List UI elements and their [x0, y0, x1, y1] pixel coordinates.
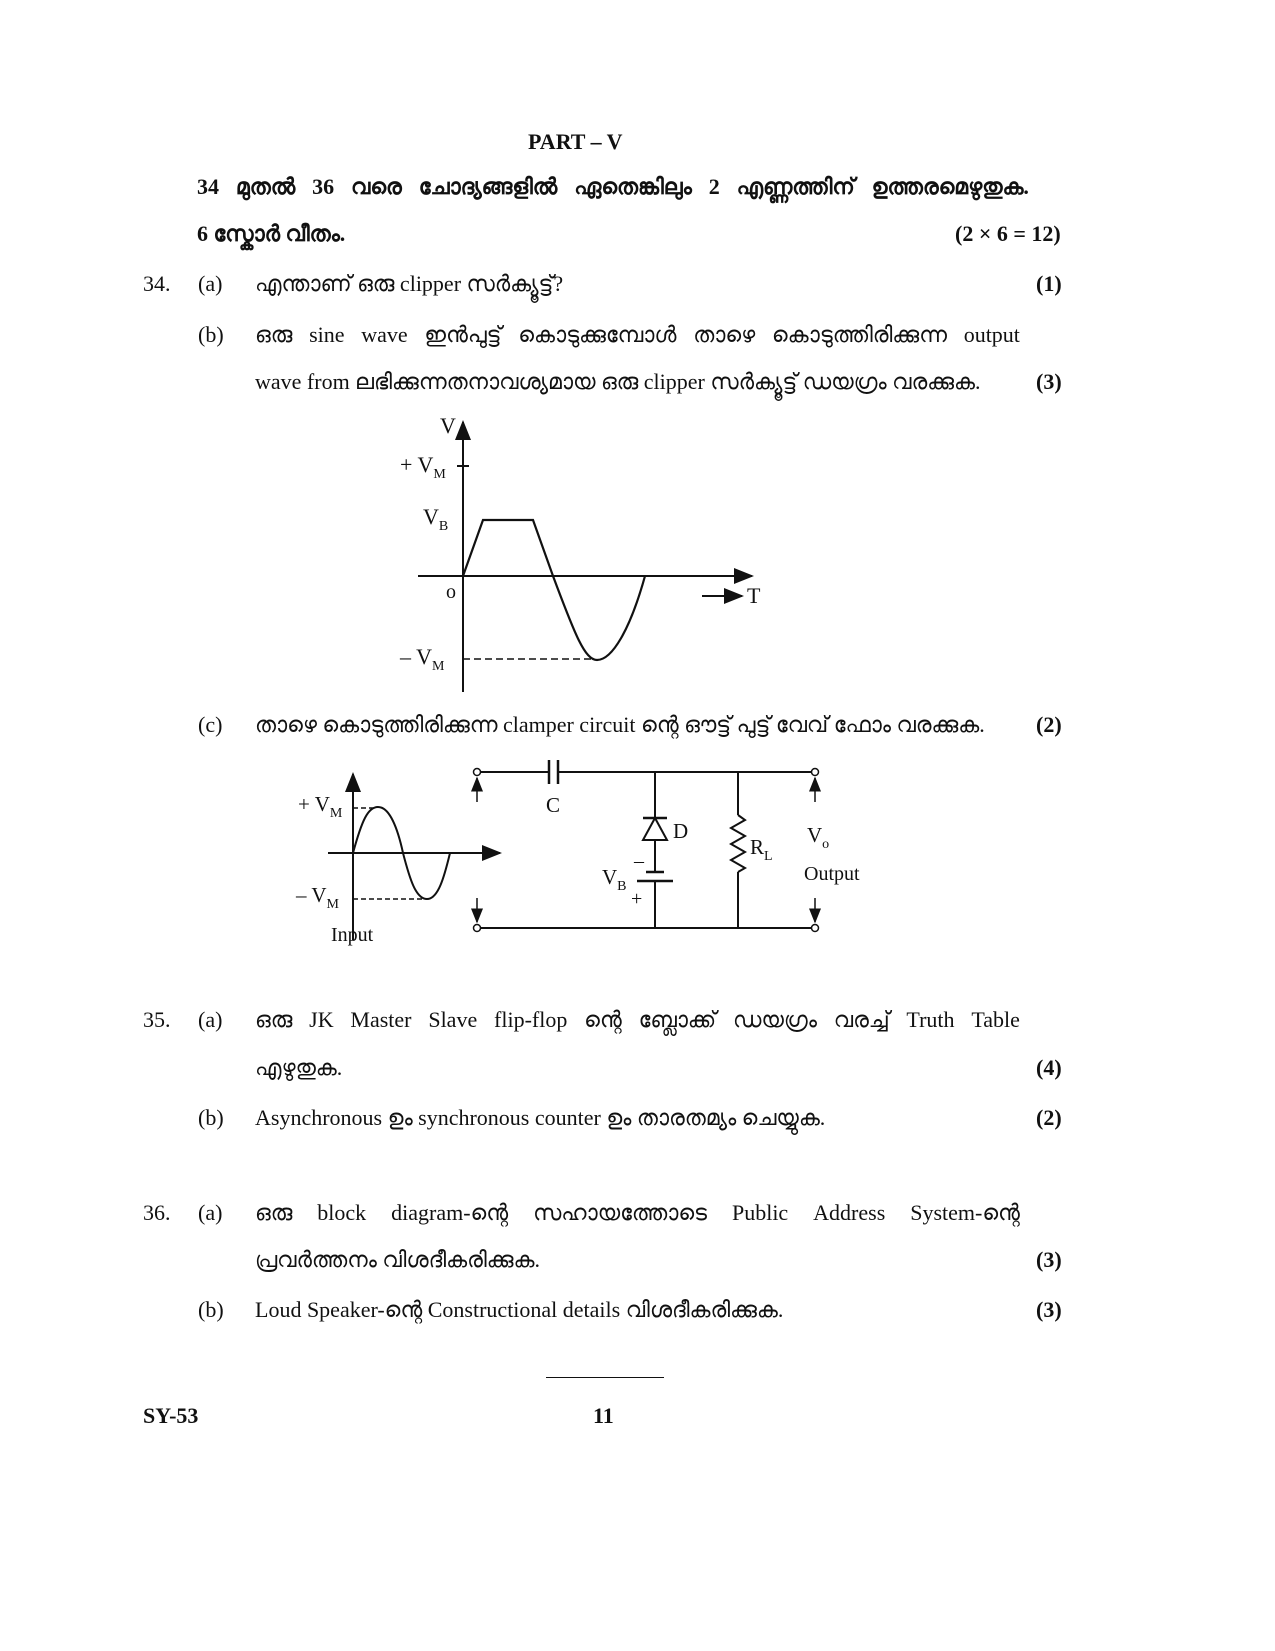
q36a-line2: പ്രവർത്തനം വിശദീകരിക്കുക.	[255, 1247, 541, 1272]
q34b-line2: wave from ലഭിക്കുന്നതനാവശ്യമായ ഒരു clipper സർക്യൂട്ട് ഡയഗ്രം വരക്കുക.	[255, 369, 981, 394]
question-number-34: 34.	[143, 271, 171, 296]
score-formula: (2 × 6 = 12)	[955, 221, 1061, 246]
q36a-line1: ഒരു block diagram-ന്റെ സഹായത്തോടെ Public Address System-ന്റെ	[255, 1200, 1020, 1225]
instruction-line: 34 മുതൽ 36 വരെ ചോദ്യങ്ങളിൽ ഏതെങ്കിലും 2 എണ്ണത്തിന് ഉത്തരമെഴുതുക.	[197, 174, 1029, 199]
clipper-output-graph	[390, 410, 780, 700]
q36a-marks: (3)	[1036, 1247, 1062, 1272]
q35a-label: (a)	[198, 1007, 223, 1032]
clipped-waveform	[463, 520, 645, 660]
resistor-zigzag	[731, 815, 745, 872]
score-note: 6 സ്കോർ വീതം.	[197, 221, 346, 246]
input-terminal-bottom	[474, 925, 481, 932]
q35b-label: (b)	[198, 1105, 224, 1130]
vout-label: $V_o$	[807, 823, 830, 852]
q34c-marks: (2)	[1036, 712, 1062, 737]
q36a-label: (a)	[198, 1200, 223, 1225]
q36b-marks: (3)	[1036, 1297, 1062, 1322]
question-number-36: 36.	[143, 1200, 171, 1225]
q34c-text: താഴെ കൊടുത്തിരിക്കുന്ന clamper circuit ന്റെ ഔട്ട് പുട്ട് വേവ് ഫോം വരക്കുക.	[255, 712, 985, 737]
input-plus-vm-label: + $V_M$	[298, 792, 343, 821]
origin-label: o	[446, 581, 456, 603]
plus-vm-label: + $V_M$	[400, 452, 446, 482]
output-terminal-top	[812, 769, 819, 776]
output-terminal-bottom	[812, 925, 819, 932]
q35a-line2: എഴുതുക.	[255, 1055, 343, 1080]
q35b-marks: (2)	[1036, 1105, 1062, 1130]
q36b-label: (b)	[198, 1297, 224, 1322]
input-label: Input	[331, 924, 374, 946]
q34a-text: എന്താണ് ഒരു clipper സർക്യൂട്ട്?	[255, 271, 564, 296]
input-minus-vm-label: – $V_M$	[296, 883, 339, 912]
q36b-text: Loud Speaker-ന്റെ Constructional details വിശദീകരിക്കുക.	[255, 1297, 784, 1322]
q35a-line1: ഒരു JK Master Slave flip-flop ന്റെ ബ്ലോക്ക് ഡയഗ്രം വരച്ച് Truth Table	[255, 1007, 1020, 1032]
q35b-text: Asynchronous ഉം synchronous counter ഉം താരതമ്യം ചെയ്യുക.	[255, 1105, 826, 1130]
battery-label: $V_B$	[602, 865, 627, 894]
capacitor-label: C	[546, 793, 561, 817]
input-terminal-top	[474, 769, 481, 776]
part-title: PART – V	[528, 129, 623, 154]
end-divider	[546, 1377, 664, 1378]
minus-vm-label: – $V_M$	[400, 644, 445, 674]
q34b-line1: ഒരു sine wave ഇൻപുട്ട് കൊടുക്കുമ്പോൾ താഴെ കൊടുത്തിരിക്കുന്ന output	[255, 322, 1020, 347]
q34a-marks: (1)	[1036, 271, 1062, 296]
output-label: Output	[804, 863, 860, 885]
q34b-label: (b)	[198, 322, 224, 347]
x-axis-label: T	[747, 583, 761, 608]
q34c-label: (c)	[198, 712, 223, 737]
resistor-label: $R_L$	[750, 835, 773, 864]
page-number: 11	[593, 1403, 614, 1428]
vb-label: $V_B$	[423, 504, 449, 534]
clamper-circuit	[290, 760, 880, 950]
question-number-35: 35.	[143, 1007, 171, 1032]
battery-minus-label: –	[634, 850, 644, 872]
diode-triangle	[643, 818, 667, 840]
footer-code: SY-53	[143, 1403, 199, 1428]
q34a-label: (a)	[198, 271, 223, 296]
diode-label: D	[673, 819, 689, 843]
q35a-marks: (4)	[1036, 1055, 1062, 1080]
battery-plus-label: +	[631, 888, 643, 910]
y-axis-label: V	[440, 413, 456, 438]
q34b-marks: (3)	[1036, 369, 1062, 394]
